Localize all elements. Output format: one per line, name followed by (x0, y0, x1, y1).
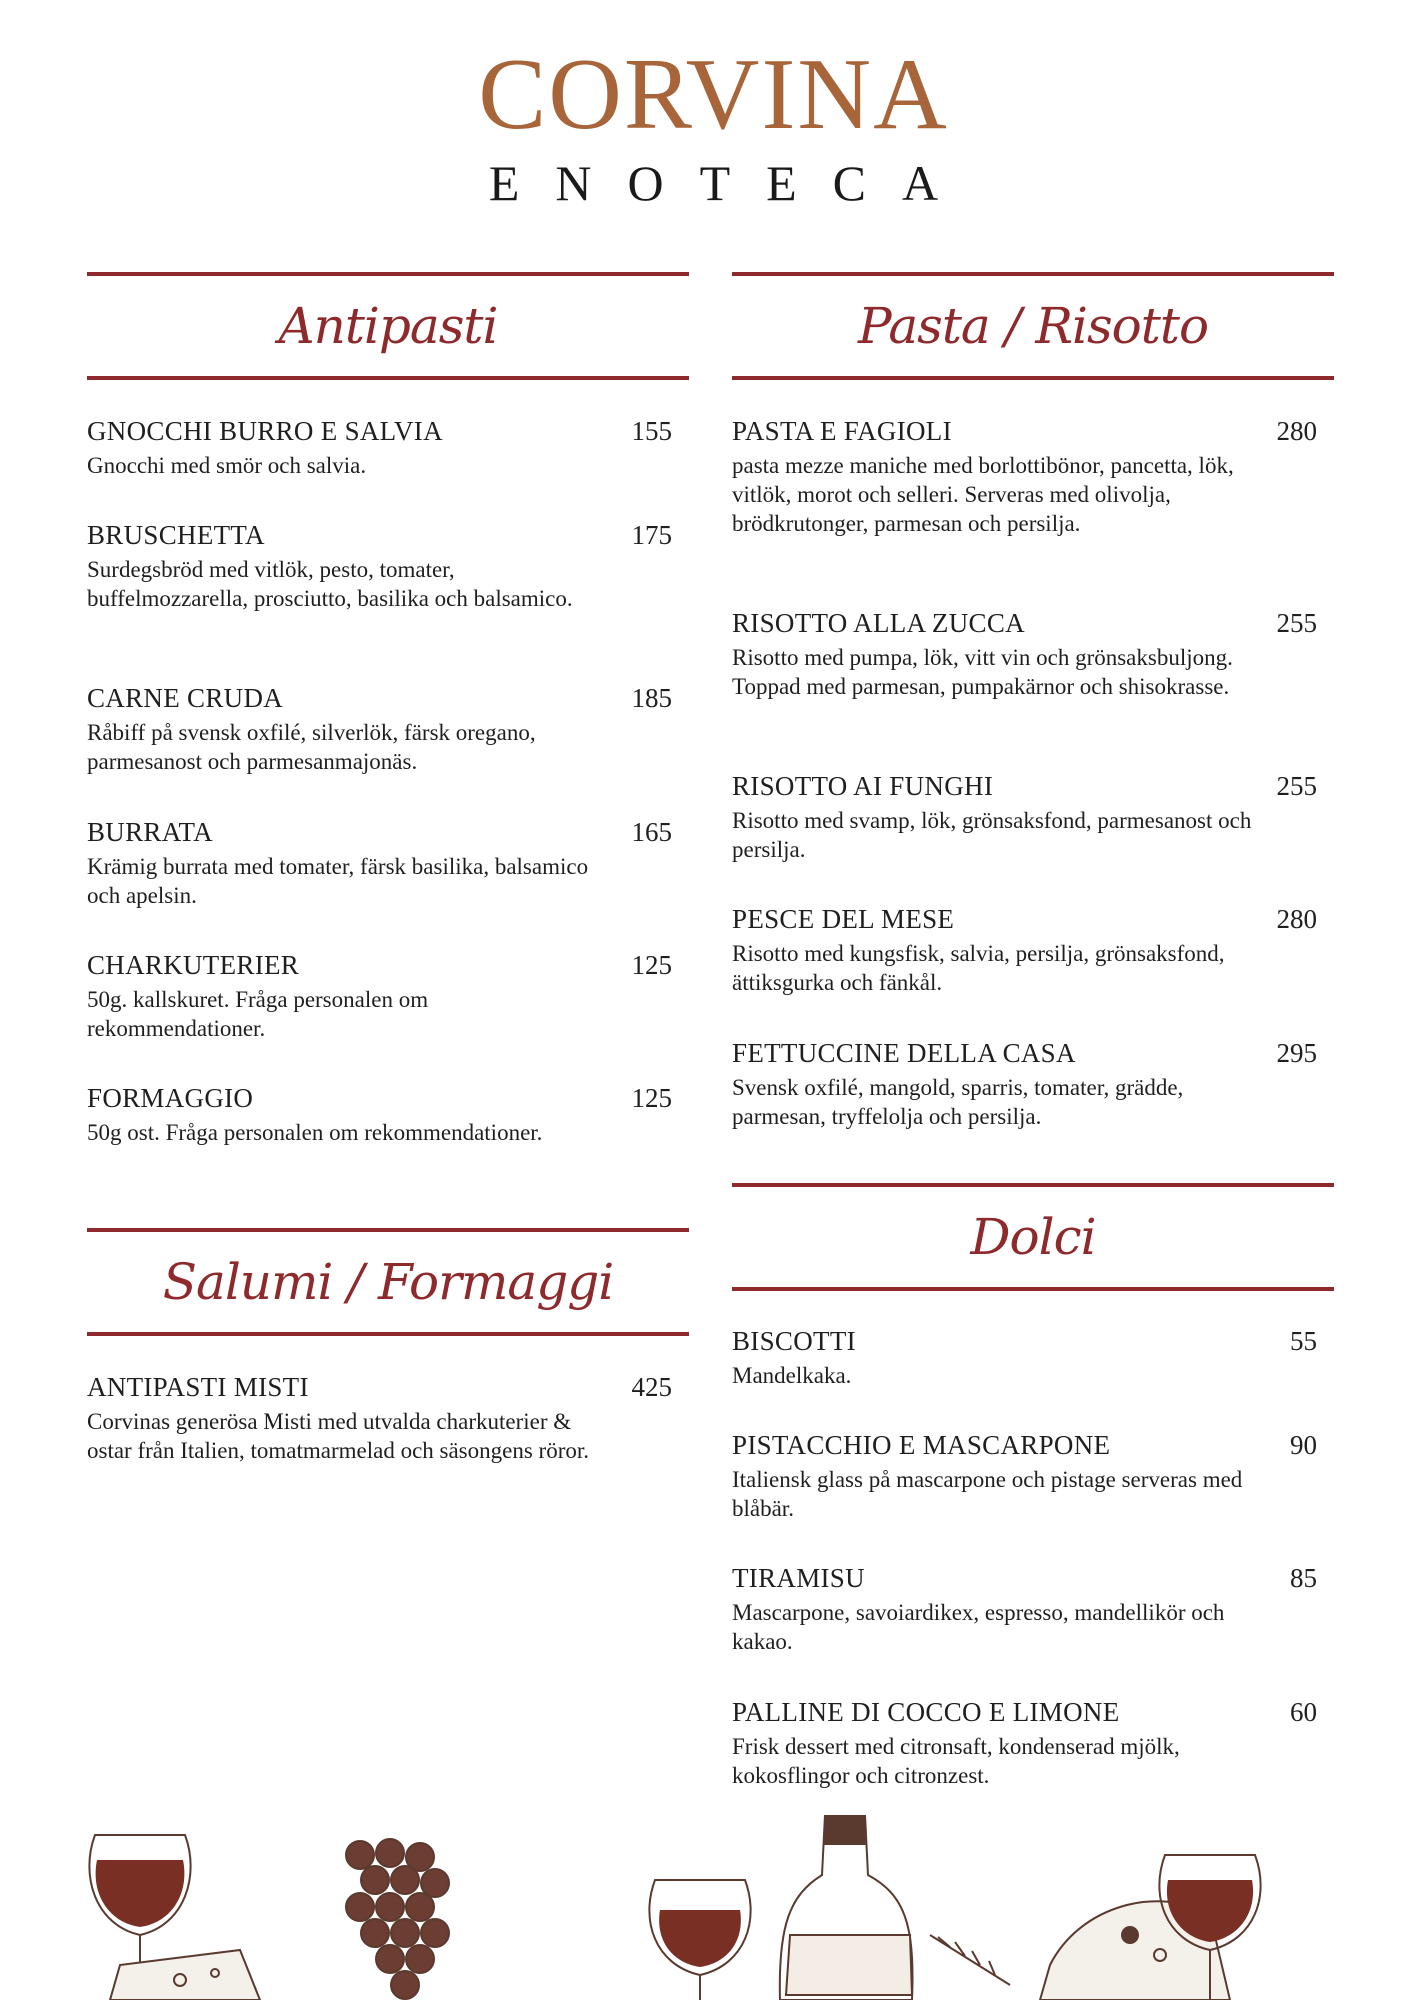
logo-subtitle: ENOTECA (488, 155, 975, 211)
item-description: Risotto med pumpa, lök, vitt vin och grönsaksbuljong. Toppad med parmesan, pumpakärnor och shisokrasse. (732, 645, 1233, 699)
logo-name: CORVINA (478, 38, 949, 151)
section-header-dolci (732, 1183, 1334, 1291)
section-title-antipasti: Antipasti (278, 297, 498, 355)
item-price: 255 (1276, 608, 1317, 638)
menu-item (87, 1372, 672, 1465)
item-description: Svensk oxfilé, mangold, sparris, tomater, grädde, parmesan, tryffelolja och persilja. (732, 1075, 1184, 1129)
item-description: 50g. kallskuret. Fråga personalen om rekommendationer. (87, 987, 429, 1041)
section-header-pasta (732, 272, 1334, 380)
restaurant-logo (0, 38, 1427, 211)
section-title-pasta: Pasta / Risotto (857, 297, 1209, 355)
item-name: PESCE DEL MESE (732, 904, 955, 934)
menu-item (87, 817, 672, 910)
item-description: Mascarpone, savoiardikex, espresso, mandellikör och kakao. (732, 1600, 1225, 1654)
item-name: RISOTTO ALLA ZUCCA (732, 608, 1025, 638)
menu-item (87, 683, 672, 776)
menu-item (732, 771, 1317, 864)
menu-item (732, 904, 1317, 997)
item-name: FORMAGGIO (87, 1083, 254, 1113)
item-price: 155 (631, 416, 672, 446)
item-name: BRUSCHETTA (87, 520, 265, 550)
herb-icon (930, 1935, 1010, 1985)
menu-item (87, 416, 672, 480)
item-price: 295 (1276, 1038, 1317, 1068)
menu-item (732, 608, 1317, 701)
item-price: 125 (631, 1083, 672, 1113)
item-price: 55 (1290, 1326, 1317, 1356)
item-name: CHARKUTERIER (87, 950, 300, 980)
item-description: Surdegsbröd med vitlök, pesto, tomater, buffelmozzarella, prosciutto, basilika och balsamico. (87, 557, 573, 611)
item-price: 280 (1276, 904, 1317, 934)
item-description: Gnocchi med smör och salvia. (87, 453, 367, 478)
item-name: BISCOTTI (732, 1326, 856, 1356)
menu-item (87, 520, 672, 613)
item-name: FETTUCCINE DELLA CASA (732, 1038, 1076, 1068)
wine-bottle-icon (780, 1815, 913, 2000)
item-description: pasta mezze maniche med borlottibönor, pancetta, lök, vitlök, morot och selleri. Serveras med olivolja, brödkrutonger, parmesan och persilja. (732, 453, 1234, 536)
item-price: 90 (1290, 1430, 1317, 1460)
item-description: Krämig burrata med tomater, färsk basilika, balsamico och apelsin. (87, 854, 589, 908)
item-description: Corvinas generösa Misti med utvalda charkuterier & ostar från Italien, tomatmarmelad och säsongens röror. (87, 1409, 590, 1463)
item-name: PALLINE DI COCCO E LIMONE (732, 1697, 1120, 1727)
item-price: 175 (631, 520, 672, 550)
item-description: Risotto med svamp, lök, grönsaksfond, parmesanost och persilja. (732, 808, 1252, 862)
item-description: Risotto med kungsfisk, salvia, persilja, grönsaksfond, ättiksgurka och fänkål. (732, 941, 1225, 995)
item-description: 50g ost. Fråga personalen om rekommendationer. (87, 1120, 543, 1145)
food-wine-illustration (0, 1815, 1427, 2000)
item-description: Råbiff på svensk oxfilé, silverlök, färsk oregano, parmesanost och parmesanmajonäs. (87, 720, 536, 774)
section-title-dolci: Dolci (970, 1208, 1096, 1266)
section-header-antipasti (87, 272, 689, 380)
item-name: BURRATA (87, 817, 213, 847)
item-price: 185 (631, 683, 672, 713)
item-name: TIRAMISU (732, 1563, 865, 1593)
item-price: 125 (631, 950, 672, 980)
item-price: 280 (1276, 416, 1317, 446)
item-name: CARNE CRUDA (87, 683, 284, 713)
item-name: GNOCCHI BURRO E SALVIA (87, 416, 443, 446)
item-price: 425 (631, 1372, 672, 1402)
menu-item (732, 1326, 1317, 1390)
grapes-icon (346, 1839, 449, 1999)
menu-item (732, 416, 1317, 538)
item-name: PASTA E FAGIOLI (732, 416, 952, 446)
menu-item (87, 1083, 672, 1147)
item-name: ANTIPASTI MISTI (87, 1372, 309, 1402)
item-description: Frisk dessert med citronsaft, kondenserad mjölk, kokosflingor och citronzest. (732, 1734, 1180, 1788)
wine-glass-icon (649, 1880, 750, 2000)
item-price: 255 (1276, 771, 1317, 801)
item-price: 165 (631, 817, 672, 847)
item-description: Mandelkaka. (732, 1363, 852, 1388)
item-description: Italiensk glass på mascarpone och pistage serveras med blåbär. (732, 1467, 1243, 1521)
menu-item (87, 950, 672, 1043)
section-header-salumi (87, 1228, 689, 1336)
item-name: PISTACCHIO E MASCARPONE (732, 1430, 1111, 1460)
menu-item (732, 1697, 1317, 1790)
menu-item (732, 1563, 1317, 1656)
item-price: 60 (1290, 1697, 1317, 1727)
menu-item (732, 1430, 1317, 1523)
item-name: RISOTTO AI FUNGHI (732, 771, 994, 801)
cheese-icon (110, 1950, 260, 2000)
section-title-salumi: Salumi / Formaggi (162, 1253, 614, 1311)
menu-item (732, 1038, 1317, 1131)
item-price: 85 (1290, 1563, 1317, 1593)
